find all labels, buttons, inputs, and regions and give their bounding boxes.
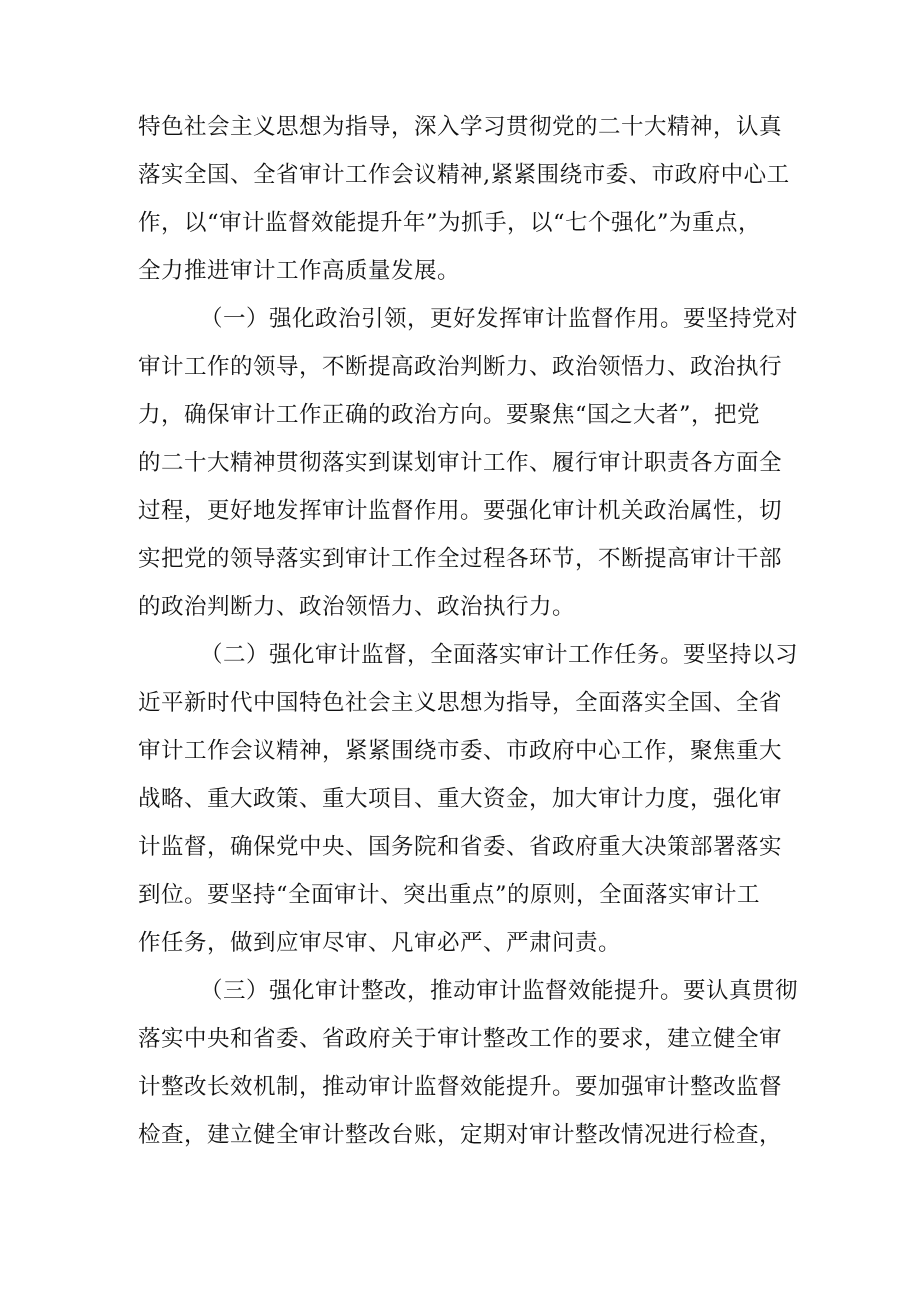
text-line: 力，确保审计工作正确的政治方向。要聚焦“国之大者”，把党: [138, 402, 761, 428]
text-line: 实把党的领导落实到审计工作全过程各环节，不断提高审计干部: [138, 546, 783, 572]
text-line: 特色社会主义思想为指导，深入学习贯彻党的二十大精神，认真: [138, 114, 783, 140]
text-line: 计监督，确保党中央、国务院和省委、省政府重大决策部署落实: [138, 834, 783, 860]
text-line: 作任务，做到应审尽审、凡审必严、严肃问责。: [138, 930, 622, 956]
paragraph-heading-line: （一）强化政治引领，更好发挥审计监督作用。要坚持党对: [200, 306, 799, 332]
text-line: 到位。要坚持“全面审计、突出重点”的原则，全面落实审计工: [138, 882, 761, 908]
text-line: 审计工作的领导，不断提高政治判断力、政治领悟力、政治执行: [138, 354, 783, 380]
text-line: 落实中央和省委、省政府关于审计整改工作的要求，建立健全审: [138, 1026, 783, 1052]
text-line: 的政治判断力、政治领悟力、政治执行力。: [138, 594, 576, 620]
text-line: 战略、重大政策、重大项目、重大资金，加大审计力度，强化审: [138, 786, 783, 812]
text-line: 近平新时代中国特色社会主义思想为指导，全面落实全国、全省: [138, 690, 783, 716]
text-line: 的二十大精神贯彻落实到谋划审计工作、履行审计职责各方面全: [138, 450, 783, 476]
text-line: 落实全国、全省审计工作会议精神,紧紧围绕市委、市政府中心工: [138, 162, 790, 188]
paragraph-heading-line: （二）强化审计监督，全面落实审计工作任务。要坚持以习: [200, 642, 799, 668]
text-line: 审计工作会议精神，紧紧围绕市委、市政府中心工作，聚焦重大: [138, 738, 783, 764]
text-line: 全力推进审计工作高质量发展。: [138, 258, 461, 284]
text-line: 检查，建立健全审计整改台账，定期对审计整改情况进行检查，: [138, 1122, 783, 1148]
text-line: 过程，更好地发挥审计监督作用。要强化审计机关政治属性，切: [138, 498, 783, 524]
paragraph-heading-line: （三）强化审计整改，推动审计监督效能提升。要认真贯彻: [200, 978, 799, 1004]
text-line: 计整改长效机制，推动审计监督效能提升。要加强审计整改监督: [138, 1074, 783, 1100]
text-line: 作，以“审计监督效能提升年”为抓手，以“七个强化”为重点，: [138, 210, 762, 236]
